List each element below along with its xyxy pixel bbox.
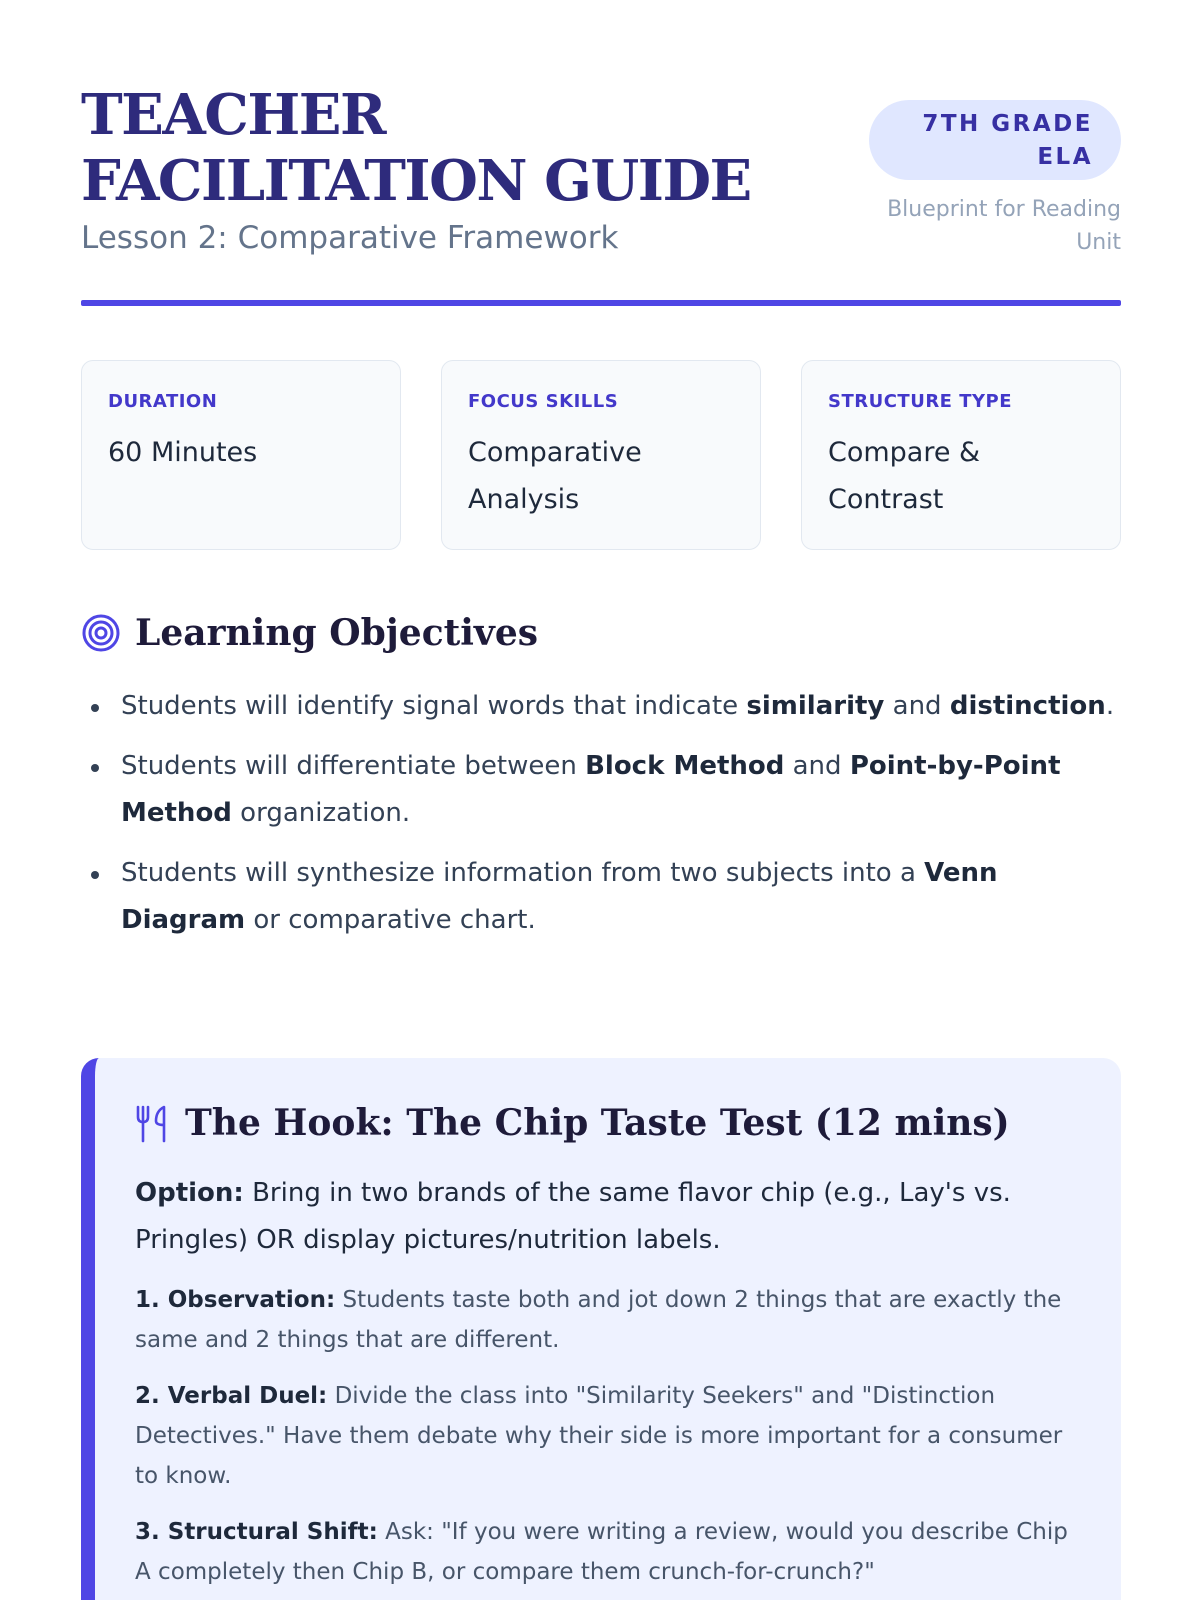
facilitation-guide-page: [81, 0, 1121, 1585]
objectives-list: [121, 683, 1121, 957]
card-label: DURATION: [108, 391, 218, 412]
option-label: Option:: [135, 1178, 244, 1208]
step-text: Students taste both and jot down 2 things that are exactly the same and 2 things that are different.: [135, 1287, 1062, 1353]
hook-title: The Hook: The Chip Taste Test (12 mins): [185, 1102, 1010, 1144]
option-text: Bring in two brands of the same flavor chip (e.g., Lay's vs. Pringles) OR display pictures/nutrition labels.: [135, 1178, 1011, 1255]
card-value: Comparative Analysis: [468, 437, 642, 515]
list-item: [121, 683, 1121, 730]
card-value: 60 Minutes: [108, 437, 258, 468]
list-item: [121, 743, 1121, 837]
objective-text: organization.: [231, 798, 411, 828]
lesson-subtitle: Lesson 2: Comparative Framework: [81, 220, 619, 256]
objective-text: Students will synthesize information from two subjects into a: [121, 858, 925, 888]
objective-keyword: distinction: [949, 691, 1106, 721]
objectives-title: Learning Objectives: [135, 612, 539, 654]
objective-text: and: [784, 751, 850, 781]
target-icon: [81, 613, 121, 653]
list-item: [121, 850, 1121, 944]
objective-keyword: Point-by-Point Method: [121, 751, 1061, 828]
card-value: Compare & Contrast: [828, 437, 981, 515]
objective-text: Students will identify signal words that indicate: [121, 691, 747, 721]
objective-keyword: Block Method: [585, 751, 785, 781]
hook-step: [135, 1280, 1085, 1360]
page-title: TEACHER FACILITATION GUIDE: [81, 82, 751, 214]
card-label: STRUCTURE TYPE: [828, 391, 1013, 412]
grade-badge: 7TH GRADE ELA: [869, 100, 1121, 180]
hook-section: [81, 1058, 1121, 1600]
objective-text: .: [1105, 691, 1115, 721]
focus-skills-card: [441, 360, 761, 550]
structure-type-card: [801, 360, 1121, 550]
step-label: 3. Structural Shift:: [135, 1519, 378, 1545]
lesson-info-cards: [81, 360, 1121, 550]
unit-label: Blueprint for Reading Unit: [887, 197, 1121, 255]
step-text: Divide the class into "Similarity Seekers" and "Distinction Detectives." Have them debate why their side is more important for a consumer to know.: [135, 1383, 1063, 1489]
objective-text: and: [884, 691, 950, 721]
objectives-heading: [81, 608, 538, 658]
step-label: 1. Observation:: [135, 1287, 336, 1313]
step-text: Ask: "If you were writing a review, would you describe Chip A completely then Chip B, or compare them crunch-for-crunch?": [135, 1519, 1068, 1585]
hook-step: [135, 1376, 1085, 1496]
hook-heading: [135, 1096, 1085, 1150]
utensils-icon: [135, 1103, 171, 1143]
card-label: FOCUS SKILLS: [468, 391, 619, 412]
hook-step: [135, 1512, 1085, 1592]
objective-text: Students will differentiate between: [121, 751, 586, 781]
duration-card: [81, 360, 401, 550]
objective-keyword: Venn Diagram: [121, 858, 998, 935]
step-label: 2. Verbal Duel:: [135, 1383, 328, 1409]
hook-option: [135, 1170, 1085, 1264]
objective-text: or comparative chart.: [245, 905, 536, 935]
objective-keyword: similarity: [746, 691, 885, 721]
header-divider: [81, 300, 1121, 306]
guide-header: [81, 0, 1121, 308]
